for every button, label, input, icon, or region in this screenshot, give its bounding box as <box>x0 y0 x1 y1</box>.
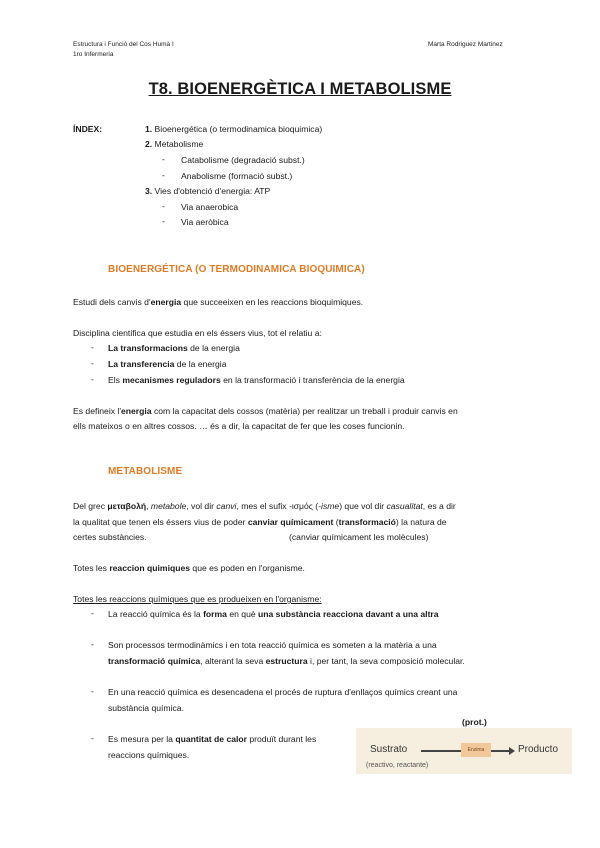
header-course: Estructura i Funció del Cos Humà I <box>73 41 174 48</box>
text-run: Els <box>108 375 123 385</box>
text-run: i, per tant, la seva composició molecular. <box>307 656 465 666</box>
text-run: Es defineix l' <box>73 406 121 416</box>
dash-marker: - <box>91 639 94 649</box>
index-subitem: Anabolisme (formació subst.) <box>181 171 293 181</box>
meta-paragraph-line-3: certes substàncies. <box>73 532 147 542</box>
text-run-bold: La transferencia <box>108 359 175 369</box>
bio-paragraph-3-line-2: ells mateixos o en altres cossos. … és a dir, la capacitat de fer que les coses funcionin. <box>73 421 405 431</box>
text-run-italic: metabole <box>150 501 187 511</box>
arrow-head-icon <box>509 747 515 755</box>
dash-marker: - <box>91 608 94 618</box>
index-subitem: Catabolisme (degradació subst.) <box>181 155 305 165</box>
dash-marker: - <box>91 733 94 743</box>
text-run: la qualitat que tenen els éssers vius de poder <box>73 517 248 527</box>
text-run: Totes les <box>73 563 110 573</box>
meta-list-item-4-line-1 <box>108 733 316 745</box>
text-run: produït durant les <box>246 734 317 744</box>
text-run-bold: energia <box>120 406 152 416</box>
header-author: Marta Rodriguez Martinez <box>428 41 503 48</box>
section-heading-bioenergetica: BIOENERGÉTICA (O TERMODINAMICA BIOQUIMICA) <box>108 264 365 275</box>
index-item-2 <box>145 138 203 150</box>
text-run: de la energia <box>174 359 227 369</box>
text-run: , vol dir <box>186 501 217 511</box>
arrow-line <box>491 750 511 752</box>
prot-annotation: (prot.) <box>462 717 487 727</box>
text-run-bold: una substància reacciona davant a una altra <box>258 609 439 619</box>
text-run: en què <box>226 609 259 619</box>
meta-paragraph-line-1 <box>73 500 456 512</box>
text-run: Estudi dels canvis d' <box>73 297 151 307</box>
text-run-italic: -isme <box>318 501 340 511</box>
figure-enzyme-label: Enzima <box>461 743 491 757</box>
bio-list-item-1 <box>108 342 240 354</box>
bio-paragraph-1 <box>73 296 363 308</box>
text-run-bold: estructura <box>265 656 308 666</box>
text-run-bold: reaccion quimiques <box>109 563 191 573</box>
text-run: , mes el sufix -ισμός ( <box>236 501 319 511</box>
text-run: ) que vol dir <box>339 501 387 511</box>
bio-list-item-2 <box>108 358 227 370</box>
meta-underlined-intro: Totes les reaccions químiques que es produeixen en l'organisme: <box>73 594 322 604</box>
meta-list-item-2-line-1: Son processos termodinàmics i en tota reacció química es someten a la matèria a una <box>108 640 437 650</box>
text-run: , es a dir <box>422 501 456 511</box>
dash-marker: - <box>91 342 94 352</box>
dash-marker: - <box>162 154 165 164</box>
meta-paragraph-2 <box>73 562 305 574</box>
text-run-italic: casualitat <box>386 501 423 511</box>
text-run-bold: La transformacions <box>108 343 188 353</box>
text-run: , alterant la seva <box>200 656 266 666</box>
text-run-italic: canvi <box>216 501 237 511</box>
text-run: ( <box>333 517 339 527</box>
index-subitem: Via aeròbica <box>181 217 229 227</box>
text-run: de la energia <box>187 343 240 353</box>
index-item-text: Vies d'obtenció d'energia: ATP <box>152 186 271 196</box>
index-item-1 <box>145 123 322 135</box>
figure-substrate-label: Sustrato <box>370 744 408 755</box>
text-run: que succeeixen en les reaccions bioquimiques. <box>181 297 364 307</box>
meta-list-item-4-line-2: reaccions químiques. <box>108 750 190 760</box>
text-run-bold: forma <box>203 609 227 619</box>
index-item-number: 3. <box>145 186 153 196</box>
text-run-bold: transformació química <box>108 656 201 666</box>
text-run: que es poden en l'organisme. <box>190 563 305 573</box>
figure-product-label: Producto <box>518 744 559 755</box>
text-run: en la transformació i transferència de la energia <box>220 375 405 385</box>
meta-list-item-1 <box>108 608 439 620</box>
section-heading-metabolisme: METABOLISME <box>108 466 183 477</box>
text-run-bold: transformació <box>338 517 396 527</box>
text-run-bold: μεταβολή <box>107 501 147 511</box>
text-run: Es mesura per la <box>108 734 176 744</box>
text-run: La reacció química és la <box>108 609 204 619</box>
page-title: T8. BIOENERGÈTICA I METABOLISME <box>148 80 452 98</box>
bio-list-item-3 <box>108 374 405 386</box>
dash-marker: - <box>91 686 94 696</box>
index-subitem: Via anaerobica <box>181 202 239 212</box>
index-item-3 <box>145 185 270 197</box>
text-run-bold: energia <box>150 297 182 307</box>
text-run: Del grec <box>73 501 108 511</box>
dash-marker: - <box>162 216 165 226</box>
index-item-number: 1. <box>145 124 153 134</box>
text-run-bold: quantitat de calor <box>175 734 247 744</box>
bio-paragraph-2: Disciplina cientifica que estudia en els éssers vius, tot el relatiu a: <box>73 328 322 338</box>
index-item-text: Bioenergética (o termodinamica bioquimica) <box>152 124 323 134</box>
index-item-text: Metabolisme <box>152 139 204 149</box>
text-run-bold: canviar químicament <box>247 517 334 527</box>
meta-list-item-2-line-2 <box>108 655 465 667</box>
meta-list-item-3-line-2: substància química. <box>108 703 184 713</box>
text-run-bold: mecanismes reguladors <box>122 375 221 385</box>
bio-paragraph-3-line-1 <box>73 405 458 417</box>
index-label: ÍNDEX: <box>73 124 103 134</box>
meta-paragraph-line-2 <box>73 516 447 528</box>
meta-list-item-3-line-1: En una reacció química es desencadena el procés de ruptura d'enllaços químics creant una <box>108 687 458 697</box>
dash-marker: - <box>91 374 94 384</box>
arrow-icon <box>421 750 461 752</box>
header-year: 1ro Infermeria <box>73 51 114 58</box>
reaction-figure <box>356 728 572 774</box>
figure-substrate-sublabel: (reactivo, reactante) <box>366 762 429 769</box>
text-run: com la capacitat dels cossos (matèria) per realitzar un treball i produir canvis en <box>151 406 458 416</box>
dash-marker: - <box>162 170 165 180</box>
index-item-number: 2. <box>145 139 153 149</box>
dash-marker: - <box>91 358 94 368</box>
meta-paragraph-note: (canviar químicament les molècules) <box>289 532 429 542</box>
dash-marker: - <box>162 201 165 211</box>
text-run: , <box>146 501 151 511</box>
text-run: ) la natura de <box>395 517 447 527</box>
